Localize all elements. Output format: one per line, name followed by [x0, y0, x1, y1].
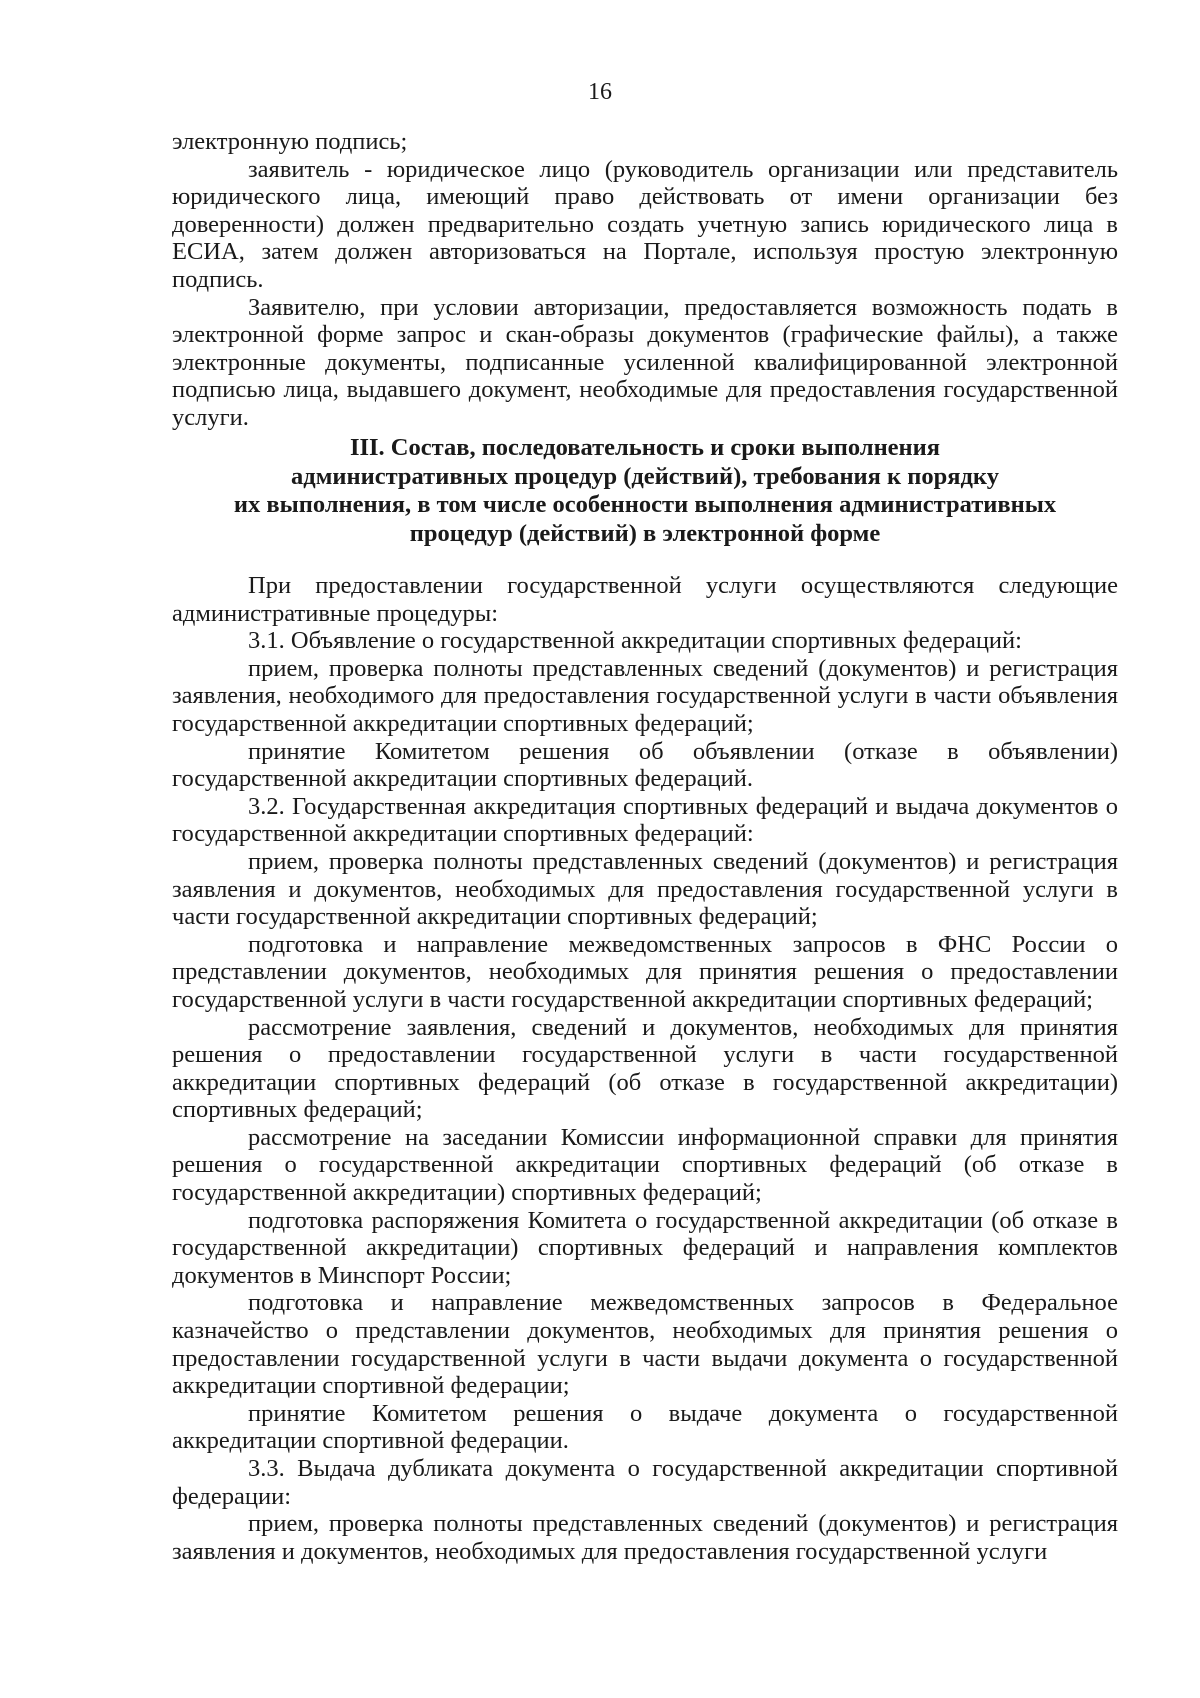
- paragraph: прием, проверка полноты представленных сведений (документов) и регистрация заявления, необходимого для предоставления государственной услуги в части объявления государственной аккредитации спортивных федераций;: [172, 654, 1118, 737]
- paragraph: рассмотрение заявления, сведений и документов, необходимых для принятия решения о предоставлении государственной услуги в части государственной аккредитации спортивных федераций (об отказе в государственной аккредитации) спортивных федераций;: [172, 1013, 1118, 1124]
- paragraph-item-3-2: 3.2. Государственная аккредитация спортивных федераций и выдача документов о государственной аккредитации спортивных федераций:: [172, 792, 1118, 848]
- section-heading: [172, 434, 1118, 548]
- paragraph: подготовка распоряжения Комитета о государственной аккредитации (об отказе в государственной аккредитации) спортивных федераций и направления комплектов документов в Минспорт России;: [172, 1206, 1118, 1289]
- page-number: 16: [588, 79, 612, 105]
- paragraph-legal-entity-applicant: заявитель - юридическое лицо (руководитель организации или представитель юридического лица, имеющий право действовать от имени организации без доверенности) должен предварительно создать учетную запись юридического лица в ЕСИА, затем должен авторизоваться на Портале, используя простую электронную подпись.: [172, 155, 1118, 293]
- paragraph: прием, проверка полноты представленных сведений (документов) и регистрация заявления и документов, необходимых для предоставления государственной услуги: [172, 1510, 1118, 1565]
- paragraph: принятие Комитетом решения о выдаче документа о государственной аккредитации спортивной федерации.: [172, 1399, 1118, 1455]
- paragraph-procedures-intro: При предоставлении государственной услуги осуществляются следующие административные процедуры:: [172, 572, 1118, 627]
- paragraph: прием, проверка полноты представленных сведений (документов) и регистрация заявления и документов, необходимых для предоставления государственной услуги в части государственной аккредитации спортивных федераций;: [172, 847, 1118, 931]
- section-heading-line: их выполнения, в том числе особенности выполнения административных: [233, 491, 1057, 518]
- paragraph: рассмотрение на заседании Комиссии информационной справки для принятия решения о государственной аккредитации спортивных федераций (об отказе в государственной аккредитации) спортивных федераций;: [172, 1123, 1118, 1207]
- paragraph: подготовка и направление межведомственных запросов в Федеральное казначейство о представлении документов, необходимых для принятия решения о предоставлении государственной услуги в части выдачи документа о государственной аккредитации спортивной федерации;: [172, 1289, 1118, 1400]
- section-heading-line: III. Состав, последовательность и сроки выполнения: [349, 434, 941, 461]
- paragraph-item-3-3: 3.3. Выдача дубликата документа о государственной аккредитации спортивной федерации:: [172, 1455, 1118, 1510]
- paragraph-electronic-submission: Заявителю, при условии авторизации, предоставляется возможность подать в электронной форме запрос и скан-образы документов (графические файлы), а также электронные документы, подписанные усиленной квалифицированной электронной подписью лица, выдавшего документ, необходимые для предоставления государственной услуги.: [172, 293, 1118, 431]
- paragraph-item-3-1: 3.1. Объявление о государственной аккредитации спортивных федераций:: [248, 627, 1022, 655]
- paragraph: подготовка и направление межведомственных запросов в ФНС России о представлении документов, необходимых для принятия решения о предоставлении государственной услуги в части государственной аккредитации спортивных федераций;: [172, 930, 1118, 1013]
- intro-text-block: [172, 128, 1118, 432]
- main-text-block: [172, 572, 1118, 1565]
- paragraph: принятие Комитетом решения об объявлении (отказе в объявлении) государственной аккредитации спортивных федераций.: [172, 737, 1118, 793]
- section-heading-line: административных процедур (действий), требования к порядку: [291, 462, 999, 490]
- paragraph-continuation: электронную подпись;: [172, 128, 408, 155]
- section-heading-line: процедур (действий) в электронной форме: [409, 519, 881, 547]
